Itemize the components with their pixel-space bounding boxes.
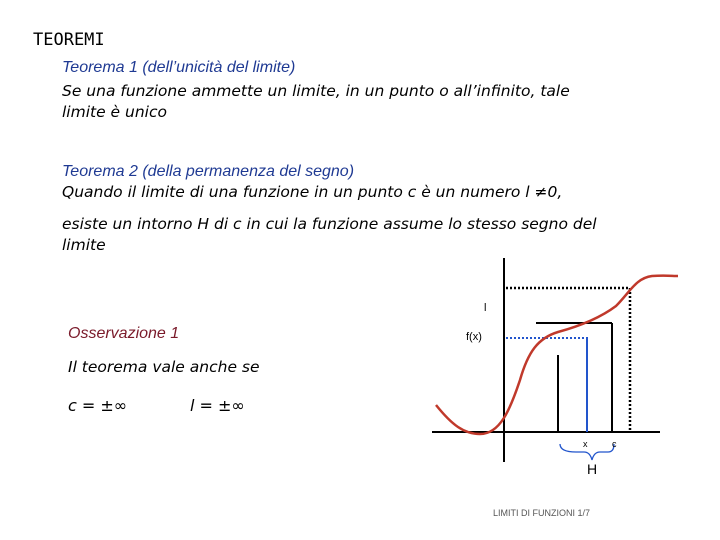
theorem1-text-line2: limite è unico <box>62 103 167 121</box>
theorem2-text-line2: esiste un intorno H di c in cui la funzione assume lo stesso segno del <box>62 215 597 233</box>
label-c: c <box>612 439 617 449</box>
footer-page-label: LIMITI DI FUNZIONI 1/7 <box>493 508 591 518</box>
label-x: x <box>583 439 588 449</box>
observation-text: Il teorema vale anche se <box>68 358 260 376</box>
condition-c-infinity: c = ±∞ <box>68 396 128 415</box>
page-title: TEOREMI <box>33 30 105 50</box>
theorem1-heading: Teorema 1 (dell’unicità del limite) <box>62 59 296 76</box>
condition-l-infinity: l = ±∞ <box>190 396 245 415</box>
label-H: H <box>587 461 598 477</box>
label-l: l <box>484 302 487 314</box>
label-fx: f(x) <box>466 331 482 343</box>
theorem2-text-line1: Quando il limite di una funzione in un punto c è un numero l ≠0, <box>62 183 563 201</box>
theorem1-text-line1: Se una funzione ammette un limite, in un punto o all’infinito, tale <box>62 82 570 100</box>
theorem2-text-line3: limite <box>62 236 106 254</box>
theorem2-heading: Teorema 2 (della permanenza del segno) <box>62 163 355 180</box>
observation-heading: Osservazione 1 <box>68 325 180 342</box>
